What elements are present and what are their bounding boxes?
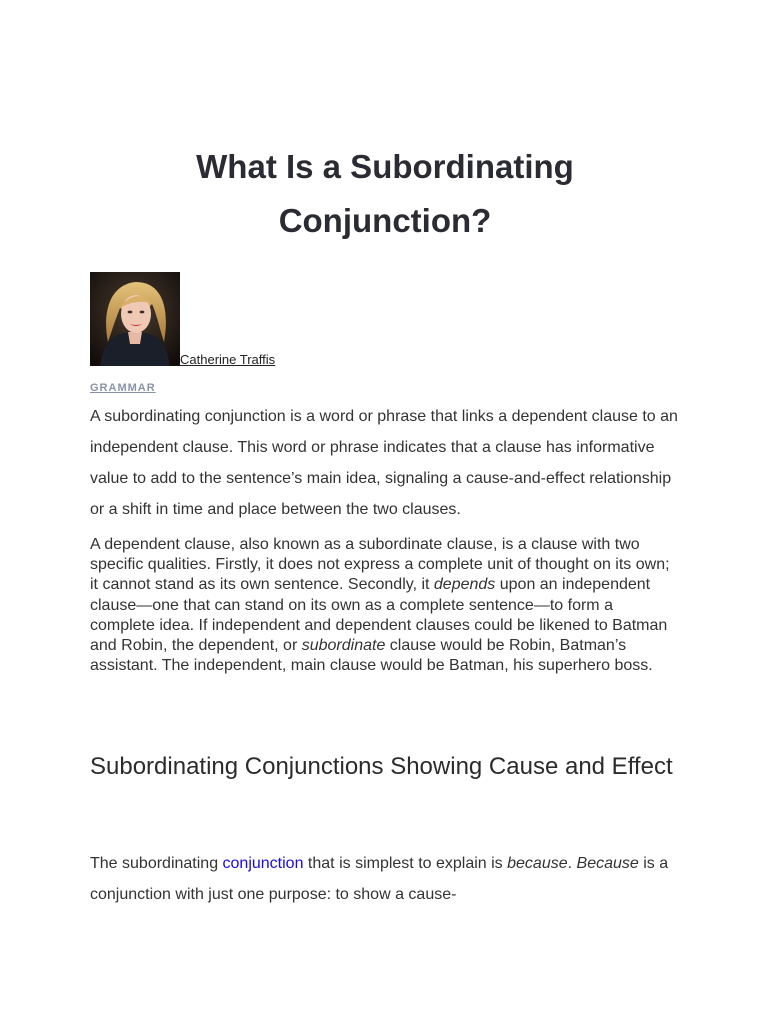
- intro-paragraph: A subordinating conjunction is a word or phrase that links a dependent clause to an independent clause. This word or phrase indicates that a clause has informative value to add to the sentence’s main idea, signaling a cause-and-effect relationship or a shift in time and place between the two clauses.: [90, 408, 678, 518]
- paragraph-text: A dependent clause, also known as a subordinate clause, is a clause with two specific qualities. Firstly, it does not express a complete unit of thought on its own; it cannot stand as its own sentence. Secondly, it: [90, 536, 670, 594]
- page-title: What Is a Subordinating Conjunction?: [196, 148, 574, 239]
- emphasis-depends: depends: [433, 576, 496, 594]
- author-link[interactable]: Catherine Traffis: [180, 352, 276, 367]
- emphasis-subordinate: subordinate: [301, 637, 386, 655]
- dependent-clause-paragraph: [90, 535, 680, 676]
- paragraph-text: upon an independent clause—one that can stand on its own as a complete sentence—to form a complete idea. If independent and dependent clauses could be likened to Batman and Robin, the dependent, or: [90, 576, 668, 655]
- byline: [90, 272, 275, 366]
- paragraph-text: that is simplest to explain is: [303, 855, 508, 872]
- emphasis-because-capital: Because: [576, 855, 639, 872]
- because-paragraph: [90, 848, 680, 910]
- author-avatar: [90, 272, 180, 366]
- section-heading: Subordinating Conjunctions Showing Cause and Effect: [90, 753, 673, 780]
- paragraph-text: .: [567, 855, 577, 872]
- conjunction-link[interactable]: conjunction: [222, 855, 304, 872]
- paragraph-text: The subordinating: [90, 855, 223, 872]
- emphasis-because: because: [507, 855, 568, 872]
- category-link[interactable]: GRAMMAR: [90, 382, 156, 394]
- paragraph-text: clause would be Robin, Batman’s assistant. The independent, main clause would be Batman, his superhero boss.: [90, 637, 653, 675]
- paragraph-text: is a conjunction with just one purpose: to show a cause-: [90, 855, 669, 903]
